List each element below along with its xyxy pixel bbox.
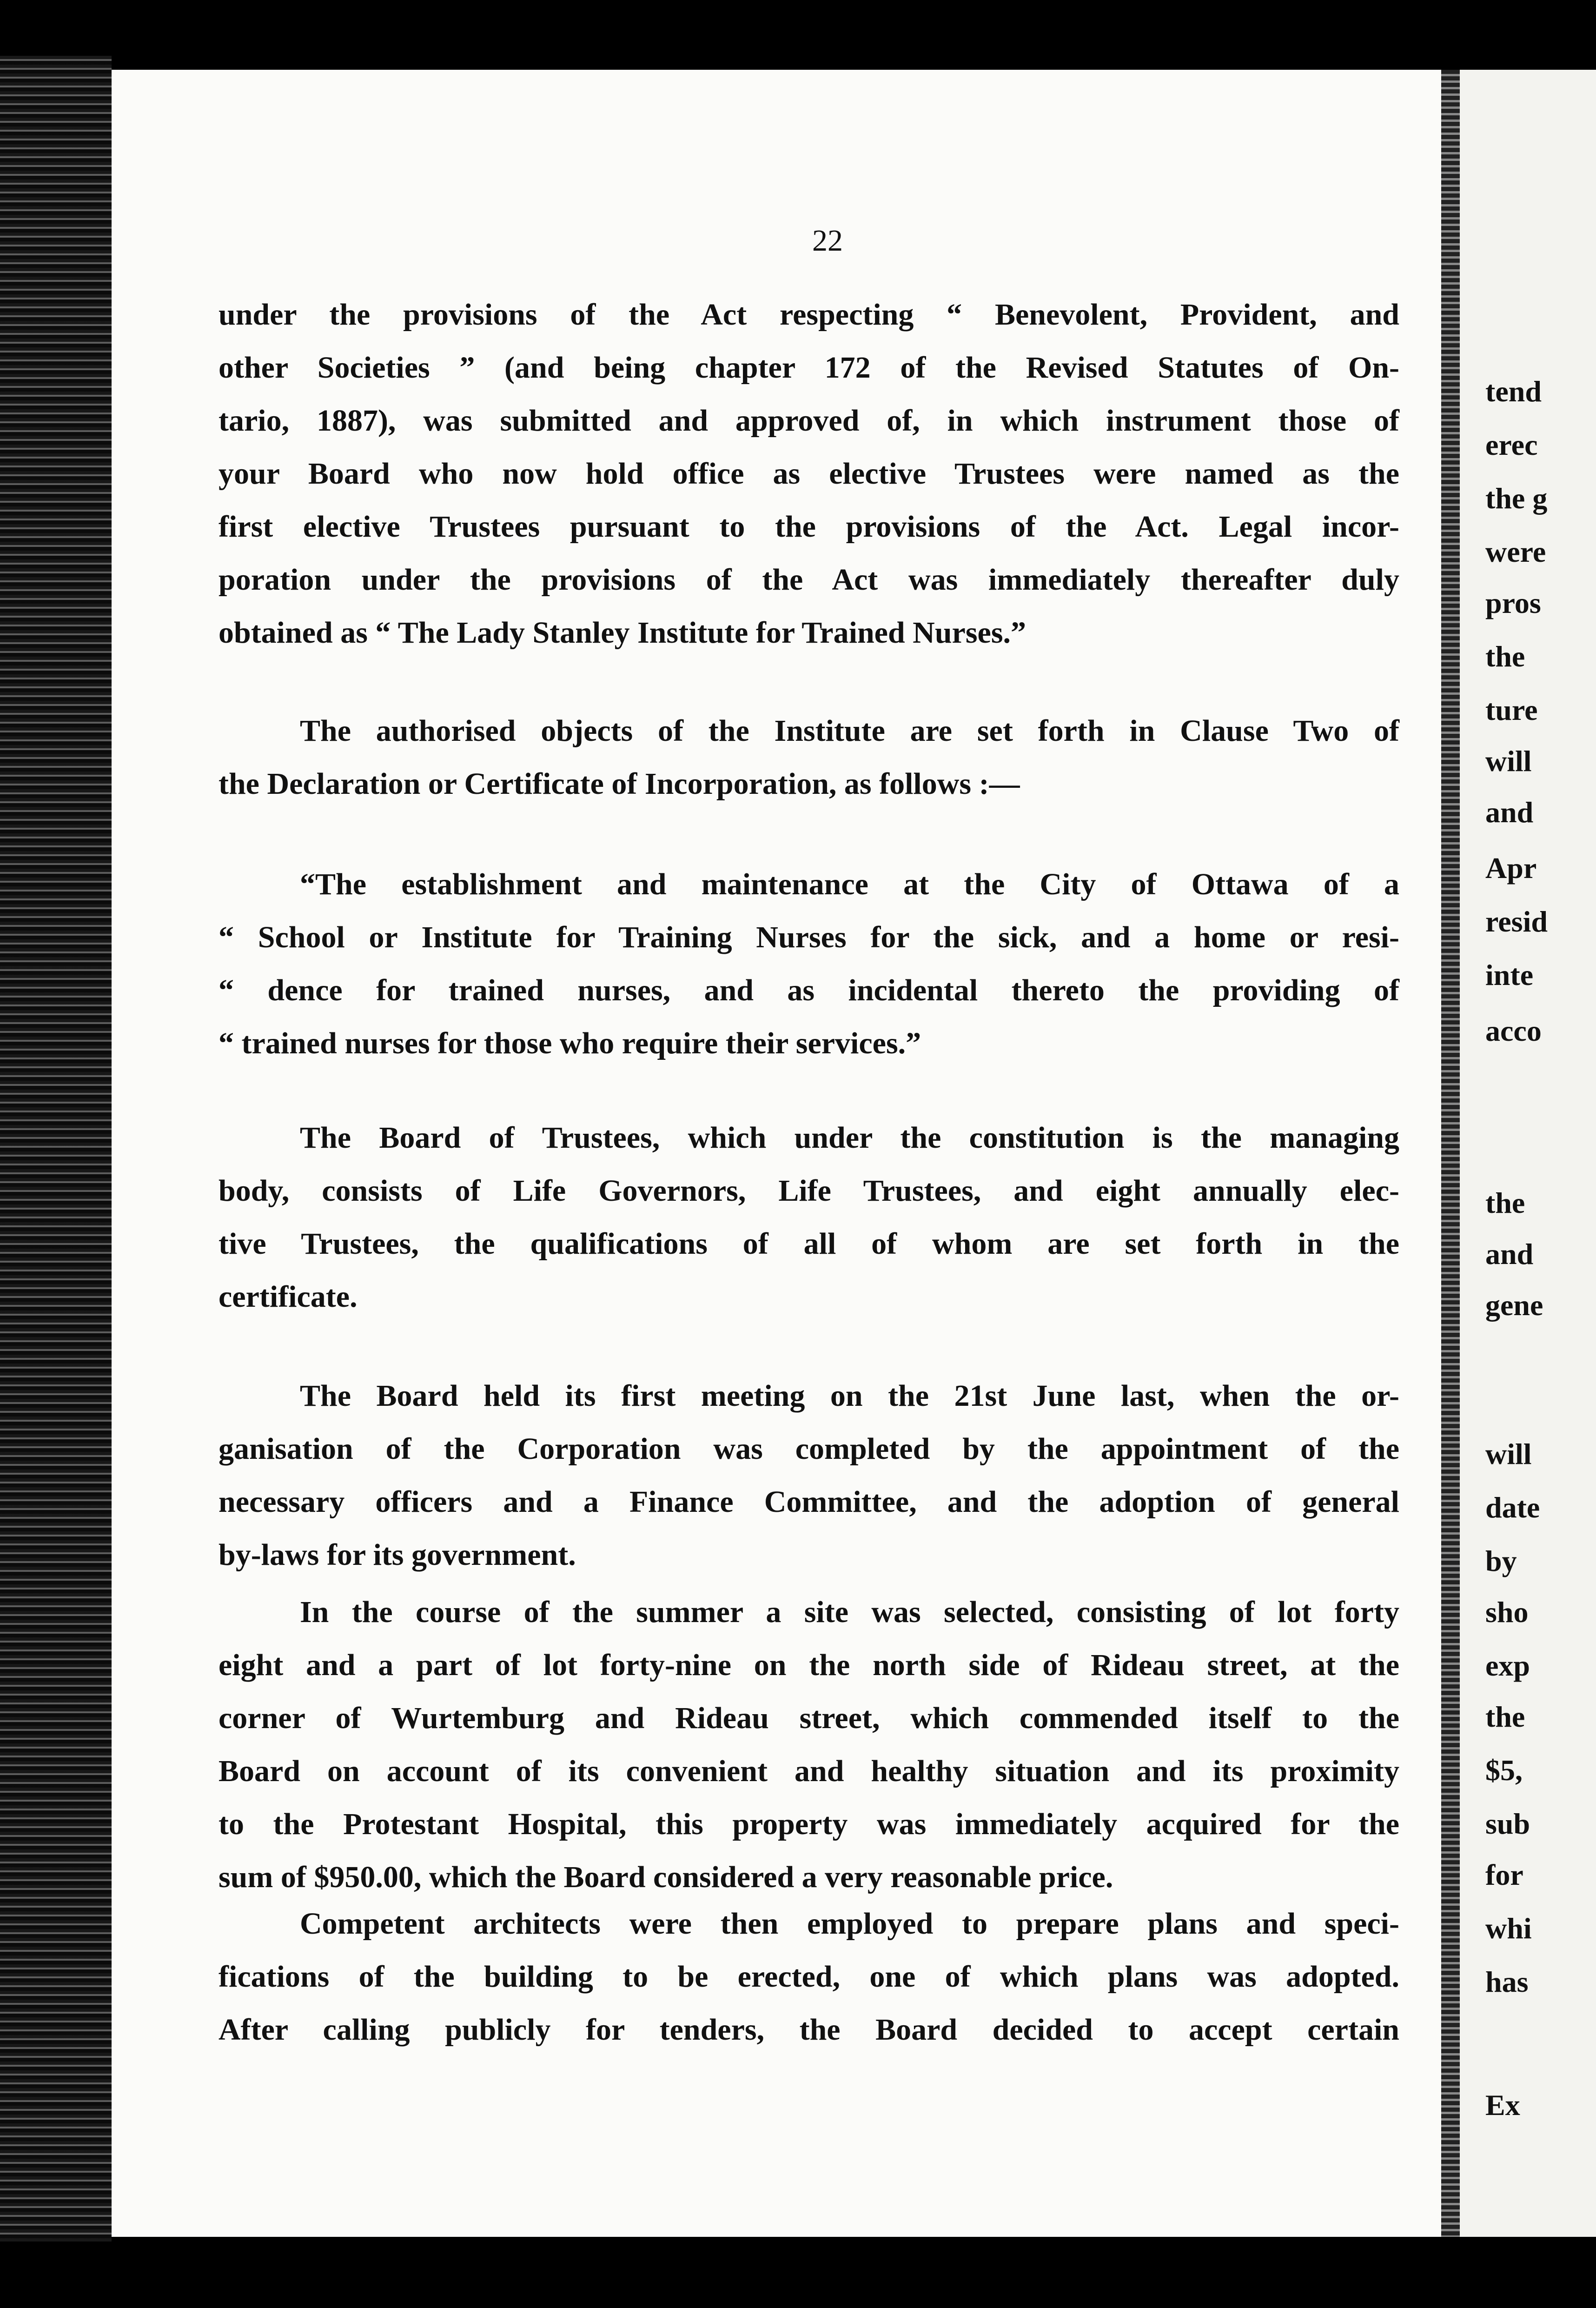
paragraph-incorporation: [219, 288, 1399, 659]
text-line: The authorised objects of the Institute are set forth in Clause Two of: [300, 714, 1399, 748]
text-line: your Board who now hold office as elective Trustees were named as the: [219, 457, 1399, 491]
text-line: necessary officers and a Finance Committee, and the adoption of general: [219, 1485, 1399, 1519]
text-line: tario, 1887), was submitted and approved of, in which instrument those of: [219, 404, 1399, 438]
text-line: obtained as “ The Lady Stanley Institute for Trained Nurses.”: [219, 616, 1026, 650]
text-line: eight and a part of lot forty-nine on the north side of Rideau street, at the: [219, 1648, 1399, 1682]
facing-page-fragment: erec: [1485, 428, 1538, 461]
text-line: to the Protestant Hospital, this property was immediately acquired for the: [219, 1807, 1399, 1841]
text-line: ganisation of the Corporation was completed by the appointment of the: [219, 1432, 1399, 1466]
page-number: 22: [812, 224, 843, 258]
text-line: tive Trustees, the qualifications of all of whom are set forth in the: [219, 1227, 1399, 1261]
facing-page-edge: [1460, 70, 1596, 2237]
text-line: “ dence for trained nurses, and as incidental thereto the providing of: [219, 973, 1399, 1007]
text-line: “ School or Institute for Training Nurses for the sick, and a home or resi-: [219, 920, 1399, 954]
facing-page-fragment: will: [1485, 1437, 1532, 1470]
facing-page-fragment: for: [1485, 1858, 1523, 1891]
facing-page-fragment: sho: [1485, 1596, 1529, 1629]
page-gutter: [1441, 70, 1460, 2237]
paragraph-first-meeting: [219, 1370, 1399, 1582]
text-line: under the provisions of the Act respecting “ Benevolent, Provident, and: [219, 298, 1399, 332]
book-binding-edge: [0, 56, 112, 2241]
facing-page-fragment: gene: [1485, 1289, 1543, 1322]
facing-page-fragment: the g: [1485, 482, 1548, 515]
facing-page-fragment: the: [1485, 640, 1525, 673]
text-line: the Declaration or Certificate of Incorporation, as follows :—: [219, 767, 1020, 801]
paragraph-board-of-trustees: [219, 1111, 1399, 1324]
facing-page-fragment: Ex: [1485, 2089, 1520, 2122]
paragraph-site-selection: [219, 1586, 1399, 1904]
text-line: Board on account of its convenient and healthy situation and its proximity: [219, 1754, 1399, 1788]
document-page: [112, 70, 1441, 2237]
facing-page-fragment: date: [1485, 1491, 1540, 1524]
facing-page-fragment: the: [1485, 1186, 1525, 1219]
facing-page-fragment: by: [1485, 1544, 1517, 1577]
text-line: The Board held its first meeting on the 21st June last, when the or-: [300, 1379, 1399, 1413]
facing-page-fragment: whi: [1485, 1912, 1532, 1945]
facing-page-fragment: resid: [1485, 905, 1548, 938]
text-line: poration under the provisions of the Act was immediately thereafter duly: [219, 563, 1399, 597]
facing-page-fragment: and: [1485, 1237, 1534, 1270]
facing-page-fragment: pros: [1485, 586, 1541, 619]
text-line: After calling publicly for tenders, the Board decided to accept certain: [219, 2013, 1399, 2047]
facing-page-fragment: has: [1485, 1965, 1529, 1998]
text-line: certificate.: [219, 1280, 358, 1314]
facing-page-fragment: and: [1485, 796, 1534, 829]
paragraph-architects: [219, 1897, 1399, 2056]
text-line: fications of the building to be erected, one of which plans was adopted.: [219, 1960, 1399, 1994]
quoted-clause: [219, 858, 1399, 1070]
facing-page-fragment: exp: [1485, 1649, 1530, 1682]
facing-page-fragment: sub: [1485, 1807, 1530, 1840]
paragraph-objects: [219, 705, 1399, 811]
facing-page-fragment: acco: [1485, 1014, 1542, 1047]
text-line: “ trained nurses for those who require their services.”: [219, 1026, 921, 1060]
text-line: first elective Trustees pursuant to the provisions of the Act. Legal incor-: [219, 510, 1399, 544]
text-line: The Board of Trustees, which under the constitution is the managing: [300, 1121, 1399, 1155]
text-line: sum of $950.00, which the Board considered a very reasonable price.: [219, 1860, 1113, 1894]
text-line: Competent architects were then employed to prepare plans and speci-: [300, 1907, 1399, 1941]
text-line: corner of Wurtemburg and Rideau street, which commended itself to the: [219, 1701, 1399, 1735]
facing-page-fragment: the: [1485, 1700, 1525, 1733]
facing-page-fragment: inte: [1485, 958, 1534, 991]
text-line: body, consists of Life Governors, Life Trustees, and eight annually elec-: [219, 1174, 1399, 1208]
facing-page-fragment: will: [1485, 745, 1532, 778]
facing-page-fragment: $5,: [1485, 1754, 1523, 1787]
facing-page-fragment: Apr: [1485, 851, 1537, 885]
facing-page-fragment: tend: [1485, 375, 1542, 408]
text-line: by-laws for its government.: [219, 1538, 576, 1572]
facing-page-fragment: ture: [1485, 693, 1538, 726]
facing-page-fragment: were: [1485, 535, 1546, 568]
text-line: In the course of the summer a site was selected, consisting of lot forty: [300, 1595, 1399, 1629]
text-line: “The establishment and maintenance at the City of Ottawa of a: [300, 867, 1399, 901]
text-line: other Societies ” (and being chapter 172 of the Revised Statutes of On-: [219, 351, 1399, 385]
